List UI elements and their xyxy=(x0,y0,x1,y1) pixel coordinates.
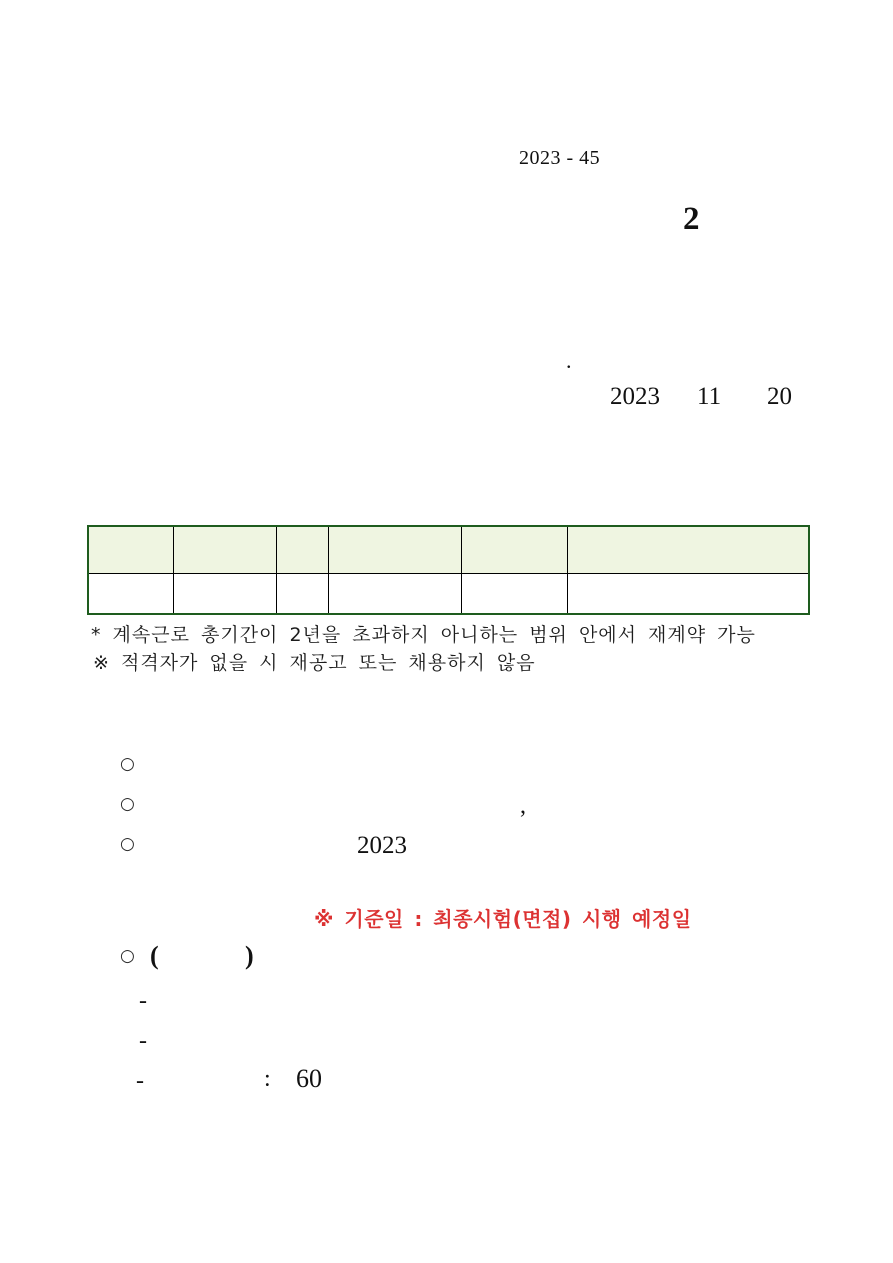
table-footnote-recontract: * 계속근로 총기간이 2년을 초과하지 아니하는 범위 안에서 재계약 가능 xyxy=(91,624,756,646)
bullet-circle-icon: ○ xyxy=(120,946,135,966)
table-cell xyxy=(276,573,328,614)
table-body-row xyxy=(88,573,809,614)
headline-count-number: 2 xyxy=(683,201,700,237)
date-month: 11 xyxy=(697,383,722,410)
bullet-circle-icon: ○ xyxy=(120,794,135,814)
detail-dash: - xyxy=(139,1028,147,1054)
detail-paren-open: ( xyxy=(150,941,159,970)
detail-colon: : xyxy=(264,1066,271,1092)
bullet-circle-icon: ○ xyxy=(120,834,135,854)
date-day: 20 xyxy=(767,383,792,410)
table-cell xyxy=(567,573,809,614)
bullet-circle-icon: ○ xyxy=(120,754,135,774)
sentence-period: . xyxy=(566,348,572,373)
detail-paren-close: ) xyxy=(245,941,254,970)
date-year: 2023 xyxy=(610,383,660,410)
table-header-cell xyxy=(173,526,276,573)
reference-date-note: ※ 기준일 : 최종시험(면접) 시행 예정일 xyxy=(314,907,692,931)
bullet-line3-year: 2023 xyxy=(357,832,407,859)
table-cell xyxy=(173,573,276,614)
detail-value-60: 60 xyxy=(296,1064,322,1093)
table-header-cell xyxy=(276,526,328,573)
table-header-row xyxy=(88,526,809,573)
table-footnote-no-hire: ※ 적격자가 없을 시 재공고 또는 채용하지 않음 xyxy=(93,652,536,674)
table-header-cell xyxy=(88,526,173,573)
table-cell xyxy=(88,573,173,614)
table-header-cell xyxy=(328,526,461,573)
table-header-cell xyxy=(567,526,809,573)
doc-number: 2023 - 45 xyxy=(519,147,601,169)
job-info-table xyxy=(87,525,810,615)
table-header-cell xyxy=(461,526,567,573)
detail-dash: - xyxy=(139,988,147,1014)
table-cell xyxy=(461,573,567,614)
bullet-line2-comma: , xyxy=(520,793,526,819)
detail-dash: - xyxy=(136,1068,144,1094)
table-cell xyxy=(328,573,461,614)
